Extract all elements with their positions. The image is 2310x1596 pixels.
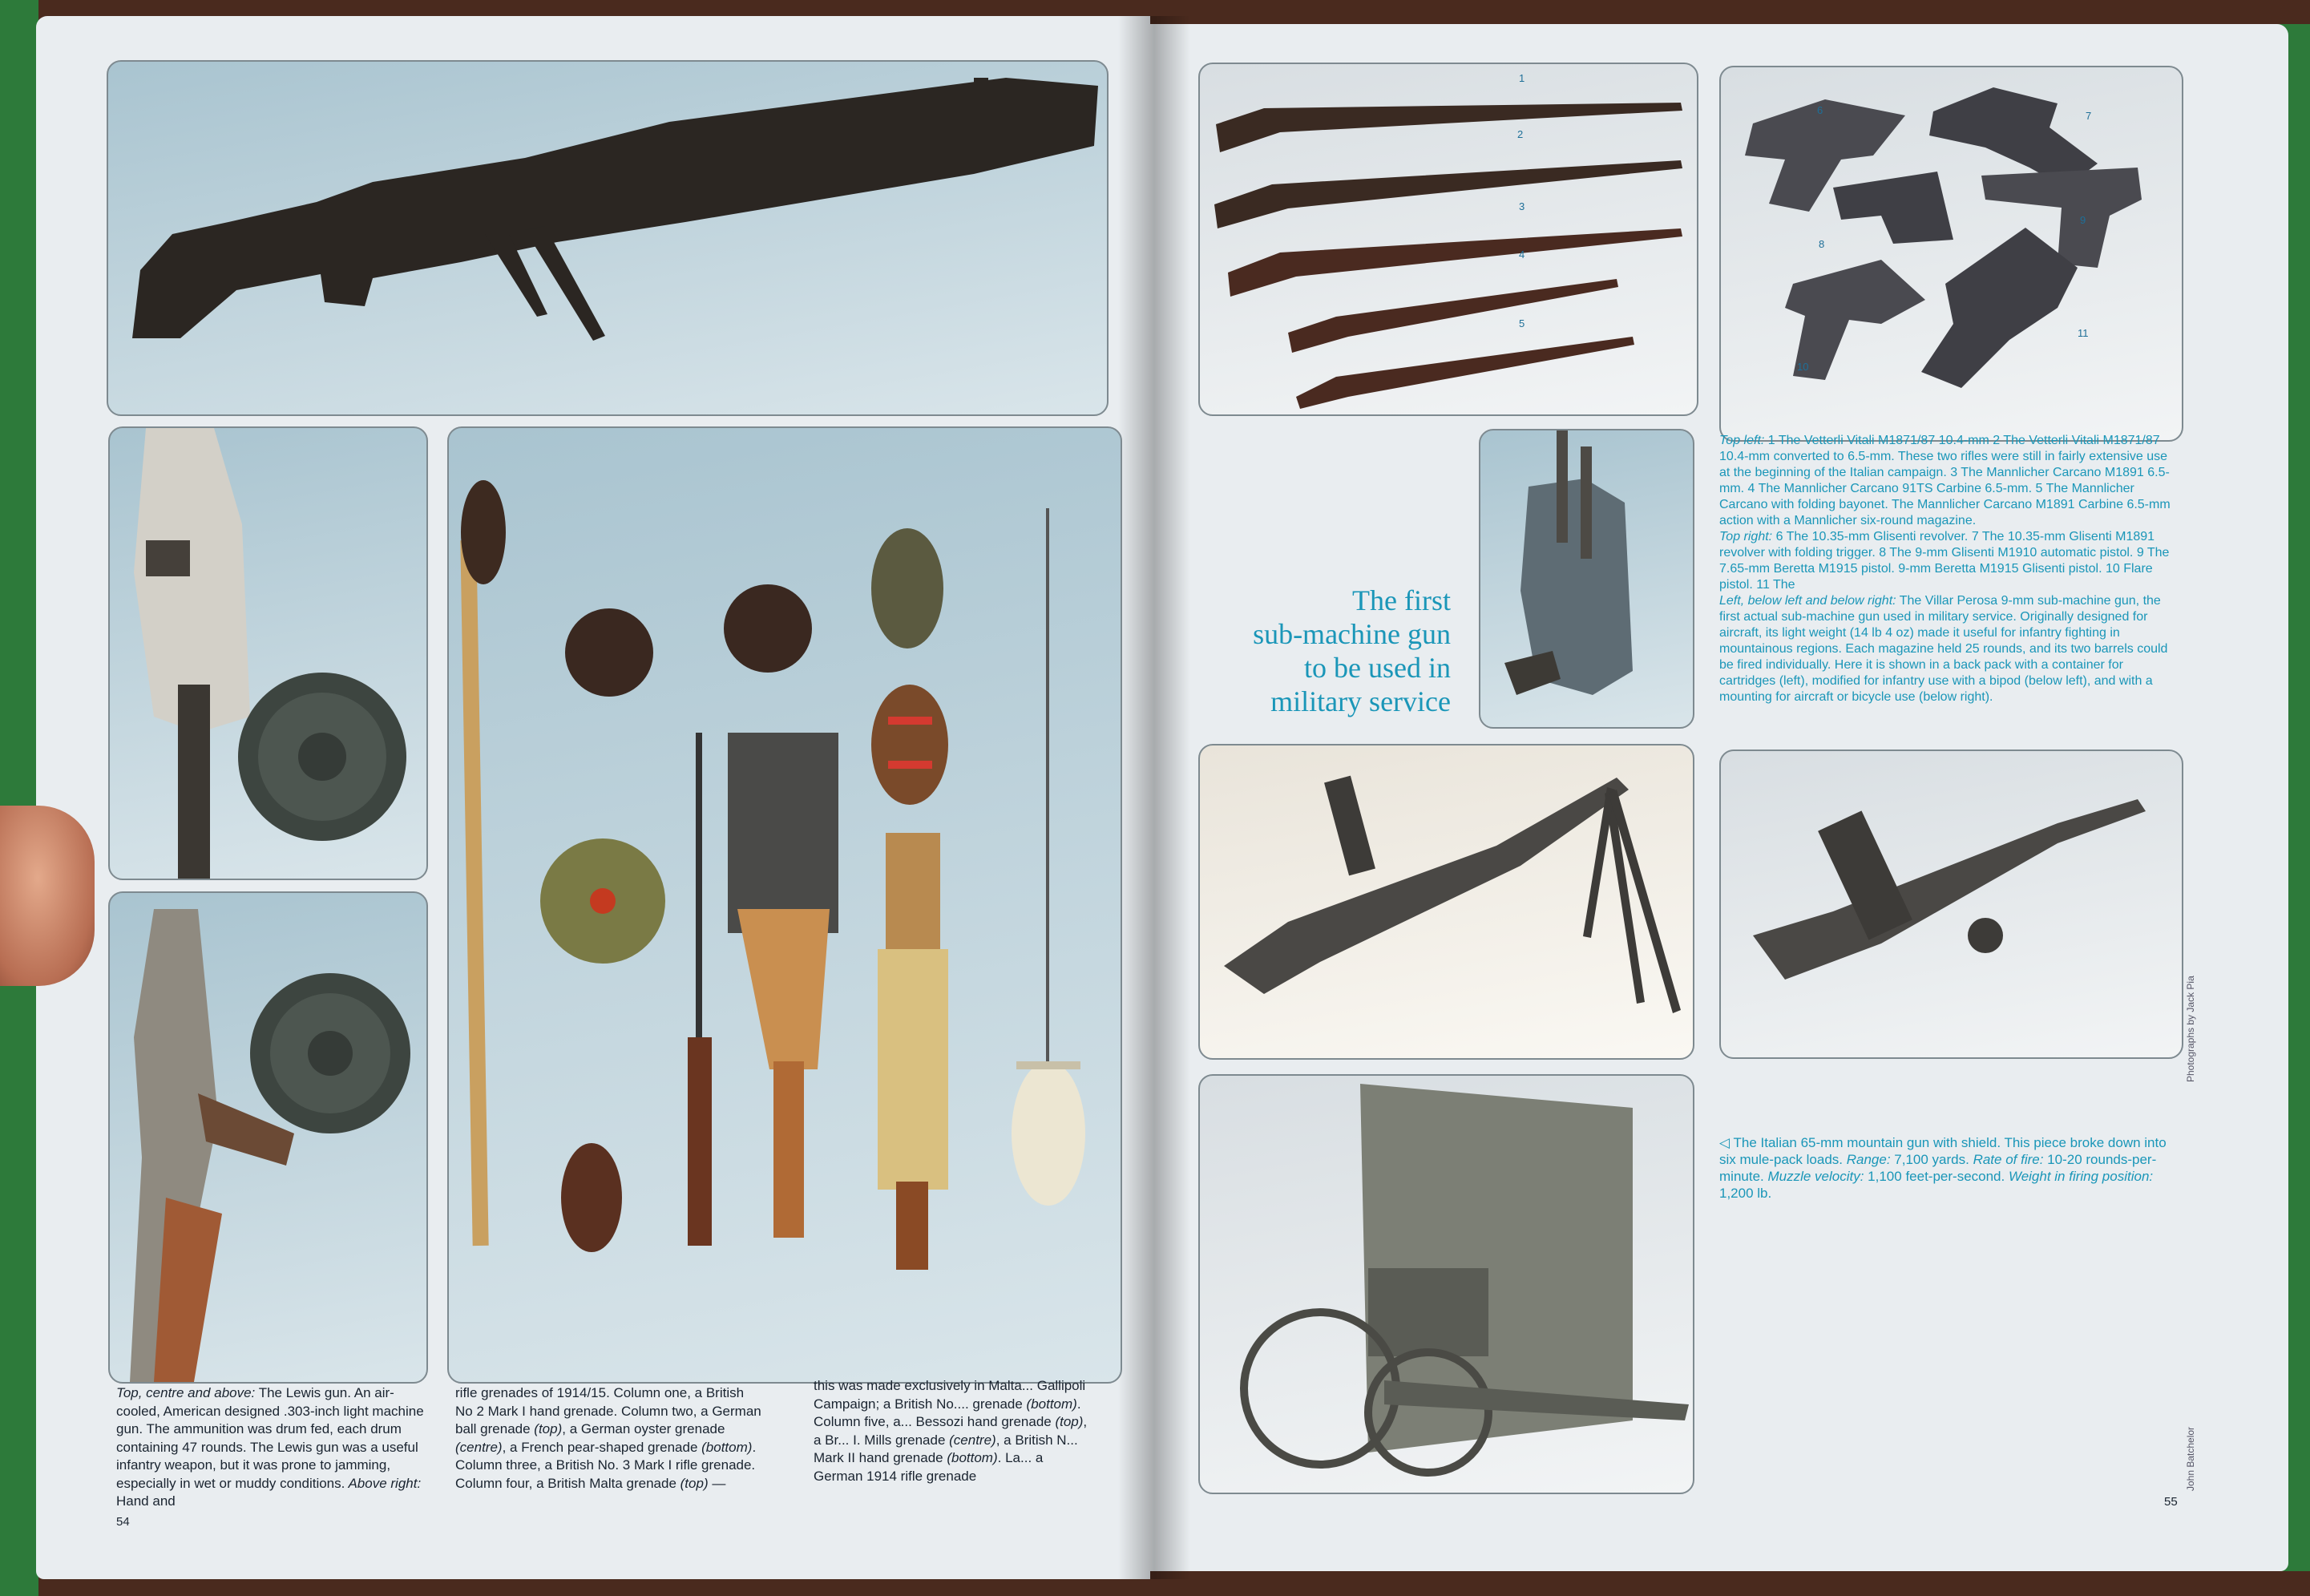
mountain-gun-caption xyxy=(1719,1134,2176,1202)
photo-credit: Photographs by Jack Pia xyxy=(2185,976,2196,1082)
grenades-caption-col2 xyxy=(455,1384,764,1493)
caption-label: Weight in firing position: xyxy=(2005,1169,2154,1184)
caption-italic: (centre) xyxy=(455,1439,503,1455)
caption-body: . La... a German 1914 rifle grenade xyxy=(814,1450,1044,1484)
lewis-gun-drum-photo xyxy=(108,426,428,880)
pistol-number-label: 6 xyxy=(1817,104,1823,116)
caption-body: 1,200 lb. xyxy=(1719,1186,1772,1201)
caption-lead: Top, centre and above: xyxy=(116,1385,256,1400)
weapons-caption xyxy=(1719,433,2180,705)
rifle-number-label: 2 xyxy=(1517,128,1524,140)
caption-body: Hand and xyxy=(116,1493,176,1509)
caption-body: 6 The 10.35-mm Glisenti revolver. 7 The 10.35-mm Glisenti M1891 revolver with folding trigger. 8 The 9-mm Glisenti M1910 automatic pistol. 9 The 7.65-mm Beretta M1915 pistol. 9-mm Beretta M1915 Glisenti pistol. 10 Flare pistol. 11 The xyxy=(1719,530,2170,592)
headline-line: The first xyxy=(1352,584,1451,616)
caption-lead: Top left: xyxy=(1719,434,1765,447)
rifle-number-label: 3 xyxy=(1519,200,1525,212)
villar-perosa-aircraft-mount-photo xyxy=(1719,750,2183,1059)
caption-body: 7,100 yards. xyxy=(1890,1152,1969,1167)
caption-label: Range: xyxy=(1843,1152,1891,1167)
caption-italic: (top) xyxy=(676,1475,709,1491)
lewis-gun-caption xyxy=(116,1384,437,1511)
rifles-photo xyxy=(1198,63,1698,416)
caption-body: 1 The Vetterli Vitali M1871/87 10.4-mm 2 The Vetterli Vitali M1871/87 10.4-mm converted to 6.5-mm. These two rifles were still in fairly extensive use at the beginning of the Italian campaign. 3 The Mannlicher Carcano M1891 6.5-mm. 4 The Mannlicher Carcano 91TS Carbine 6.5-mm. 5 The Mannlicher Carcano with folding bayonet. The Mannlicher Carcano M1891 Carbine 6.5-mm action with a Mannlicher six-round magazine. xyxy=(1719,434,2171,527)
pistol-number-label: 8 xyxy=(1819,238,1825,250)
pistol-number-label: 11 xyxy=(2078,327,2089,339)
thumb xyxy=(0,806,95,986)
headline-line: to be used in xyxy=(1304,652,1451,684)
caption-body: rifle grenades of 1914/15. Column one, a British No 2 Mark I hand grenade. Column two, a German ball grenade xyxy=(455,1385,761,1436)
page-number-left: 54 xyxy=(116,1515,130,1529)
caption-body: 10-20 rounds-per-minute. xyxy=(1719,1152,2157,1184)
caption-italic: (centre) xyxy=(945,1432,996,1448)
caption-italic: (bottom) xyxy=(697,1439,753,1455)
caption-body: , a British N... Mark II hand grenade xyxy=(814,1432,1078,1465)
caption-label: Muzzle velocity: xyxy=(1763,1169,1864,1184)
mountain-gun-photo xyxy=(1198,1074,1694,1494)
pistol-number-label: 7 xyxy=(2086,110,2092,122)
page-number-right: 55 xyxy=(2164,1495,2178,1509)
caption-body: The Italian 65-mm mountain gun with shield. This piece broke down into six mule-pack loads. xyxy=(1719,1135,2167,1167)
caption-italic: (bottom) xyxy=(1022,1396,1077,1412)
artist-credit: John Batchelor xyxy=(2185,1426,2196,1491)
pistol-number-label: 9 xyxy=(2080,214,2086,226)
caption-italic: (bottom) xyxy=(943,1450,998,1465)
caption-body: . Column three, a British No. 3 Mark I rifle grenade. Column four, a British Malta grenade xyxy=(455,1439,757,1491)
caption-body: , a French pear-shaped grenade xyxy=(502,1439,698,1455)
caption-body: . Column five, a... Bessozi hand grenade xyxy=(814,1396,1081,1429)
caption-body: 1,100 feet-per-second. xyxy=(1864,1169,2005,1184)
caption-body: The Villar Perosa 9-mm sub-machine gun, the first actual sub-machine gun used in military service. Originally designed for aircraft, its light weight (14 lb 4 oz) made it useful for infantry fighting in mountainous regions. Each magazine held 25 rounds, and its two barrels could be fired individually. Here it is shown in a back pack with a container for cartridges (left), modified for infantry use with a bipod (below left), and with a mounting for aircraft or bicycle use (below right). xyxy=(1719,594,2168,704)
grenades-caption-col3 xyxy=(814,1377,1090,1485)
pistols-photo xyxy=(1719,66,2183,442)
villar-perosa-bipod-photo xyxy=(1198,744,1694,1060)
caption-body: The Lewis gun. An air-cooled, American designed .303-inch light machine gun. The ammunition was drum fed, each drum containing 47 rounds. The Lewis gun was a useful infantry weapon, but it was prone to jamming, especially in wet or muddy conditions. xyxy=(116,1385,424,1491)
lewis-gun-mechanism-photo xyxy=(108,891,428,1384)
caption-label: Rate of fire: xyxy=(1969,1152,2044,1167)
book-cover-left-edge xyxy=(0,0,38,1596)
caption-italic: (top) xyxy=(530,1421,563,1436)
rifle-number-label: 5 xyxy=(1519,317,1525,329)
lewis-gun-photo xyxy=(107,60,1109,416)
headline-line: military service xyxy=(1270,685,1451,717)
caption-arrow: ◁ xyxy=(1719,1135,1730,1150)
headline-line: sub-machine gun xyxy=(1253,618,1451,650)
caption-italic: (top) xyxy=(1051,1414,1084,1429)
page-headline xyxy=(1202,584,1451,718)
rifle-number-label: 1 xyxy=(1519,72,1525,84)
grenades-photo xyxy=(447,426,1122,1384)
caption-lead: Top right: xyxy=(1719,530,1773,543)
caption-lead: Above right: xyxy=(345,1475,422,1491)
caption-body: , a German oyster grenade xyxy=(562,1421,725,1436)
caption-body: , a Br... I. Mills grenade xyxy=(814,1414,1088,1448)
caption-body: this was made exclusively in Malta... Gallipoli Campaign; a British No.... grenade xyxy=(814,1378,1086,1412)
rifle-number-label: 4 xyxy=(1519,248,1525,261)
caption-body: — xyxy=(708,1475,726,1491)
pistol-number-label: 10 xyxy=(1797,361,1809,373)
villar-perosa-backpack-photo xyxy=(1479,429,1694,729)
caption-lead: Left, below left and below right: xyxy=(1719,594,1896,608)
book-gutter xyxy=(1118,16,1190,1579)
